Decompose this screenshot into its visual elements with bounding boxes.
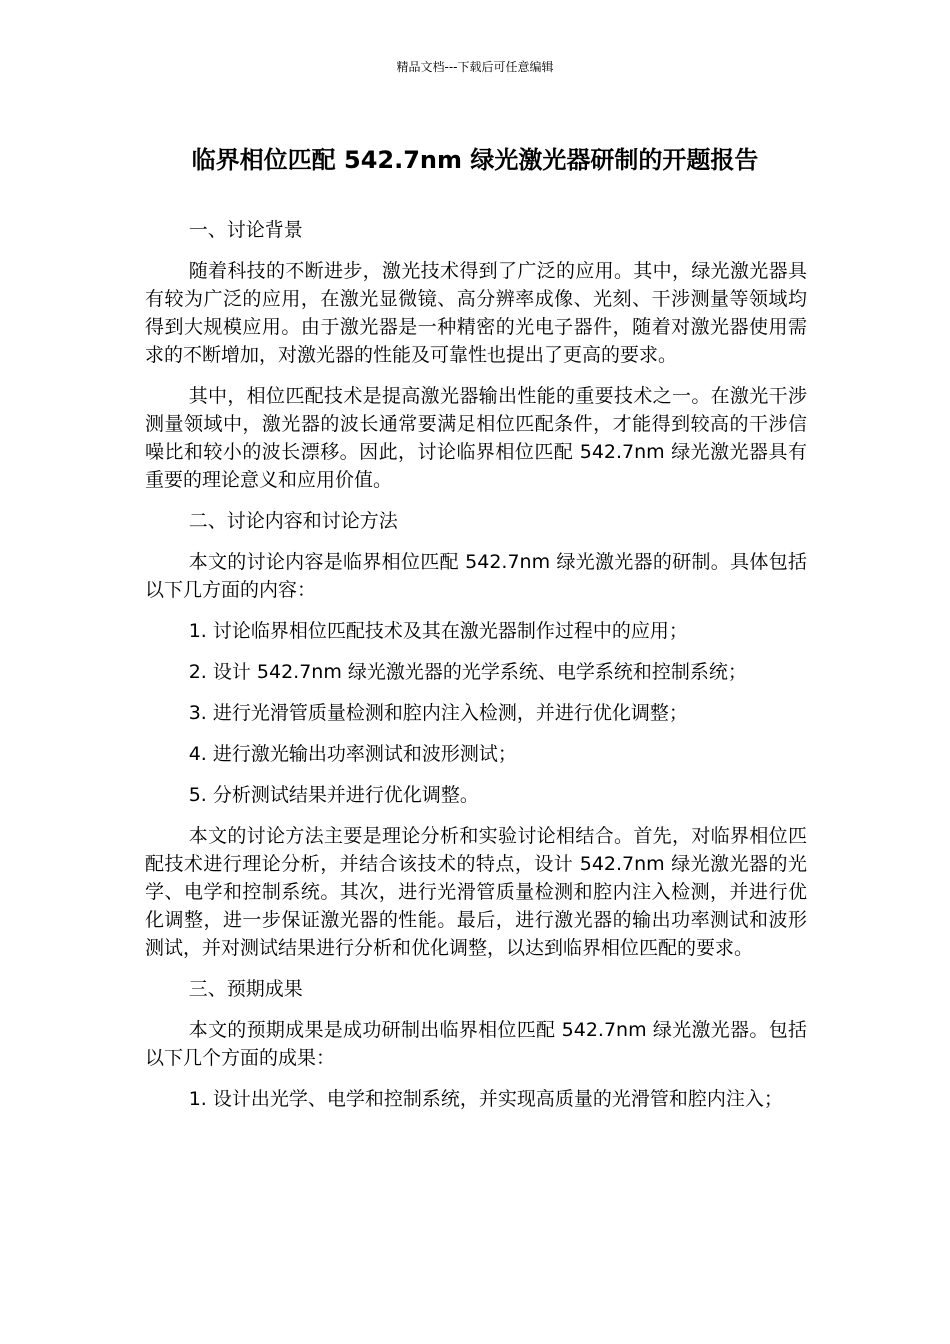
document-title: 临界相位匹配 542.7nm 绿光激光器研制的开题报告 [191,146,759,174]
paragraph-results-intro: 本文的预期成果是成功研制出临界相位匹配 542.7nm 绿光激光器。包括以下几个方面的成果： [145,1019,807,1069]
section-heading-results: 三、预期成果 [188,978,303,1000]
list-item-results-1: 1. 设计出光学、电学和控制系统，并实现高质量的光滑管和腔内注入； [188,1088,783,1110]
header-note: 精品文档---下载后可任意编辑 [396,60,554,74]
section-heading-background: 一、讨论背景 [188,219,303,241]
list-item-content-5: 5. 分析测试结果并进行优化调整。 [188,784,479,806]
list-item-content-2: 2. 设计 542.7nm 绿光激光器的光学系统、电学系统和控制系统； [188,661,747,683]
list-item-content-1: 1. 讨论临界相位匹配技术及其在激光器制作过程中的应用； [188,620,688,642]
paragraph-background-1: 随着科技的不断进步，激光技术得到了广泛的应用。其中，绿光激光器具有较为广泛的应用，在激光显微镜、高分辨率成像、光刻、干涉测量等领域均得到大规模应用。由于激光器是一种精密的光电子器件，随着对激光器使用需求的不断增加，对激光器的性能及可靠性也提出了更高的要求。 [145,260,807,366]
list-item-content-3: 3. 进行光滑管质量检测和腔内注入检测，并进行优化调整； [188,702,688,724]
section-heading-content: 二、讨论内容和讨论方法 [188,510,398,532]
paragraph-method: 本文的讨论方法主要是理论分析和实验讨论相结合。首先，对临界相位匹配技术进行理论分析，并结合该技术的特点，设计 542.7nm 绿光激光器的光学、电学和控制系统。其次，进行光滑管质量检测和腔内注入检测，并进行优化调整，进一步保证激光器的性能。最后，进行激光器的输出功率测试和波形测试，并对测试结果进行分析和优化调整，以达到临界相位匹配的要求。 [145,825,807,959]
paragraph-background-2: 其中，相位匹配技术是提高激光器输出性能的重要技术之一。在激光干涉测量领域中，激光器的波长通常要满足相位匹配条件，才能得到较高的干涉信噪比和较小的波长漂移。因此，讨论临界相位匹配 542.7nm 绿光激光器具有重要的理论意义和应用价值。 [145,385,807,491]
document-body [145,216,807,1126]
list-item-content-4: 4. 进行激光输出功率测试和波形测试； [188,743,517,765]
paragraph-content-intro: 本文的讨论内容是临界相位匹配 542.7nm 绿光激光器的研制。具体包括以下几方面的内容： [145,551,807,601]
